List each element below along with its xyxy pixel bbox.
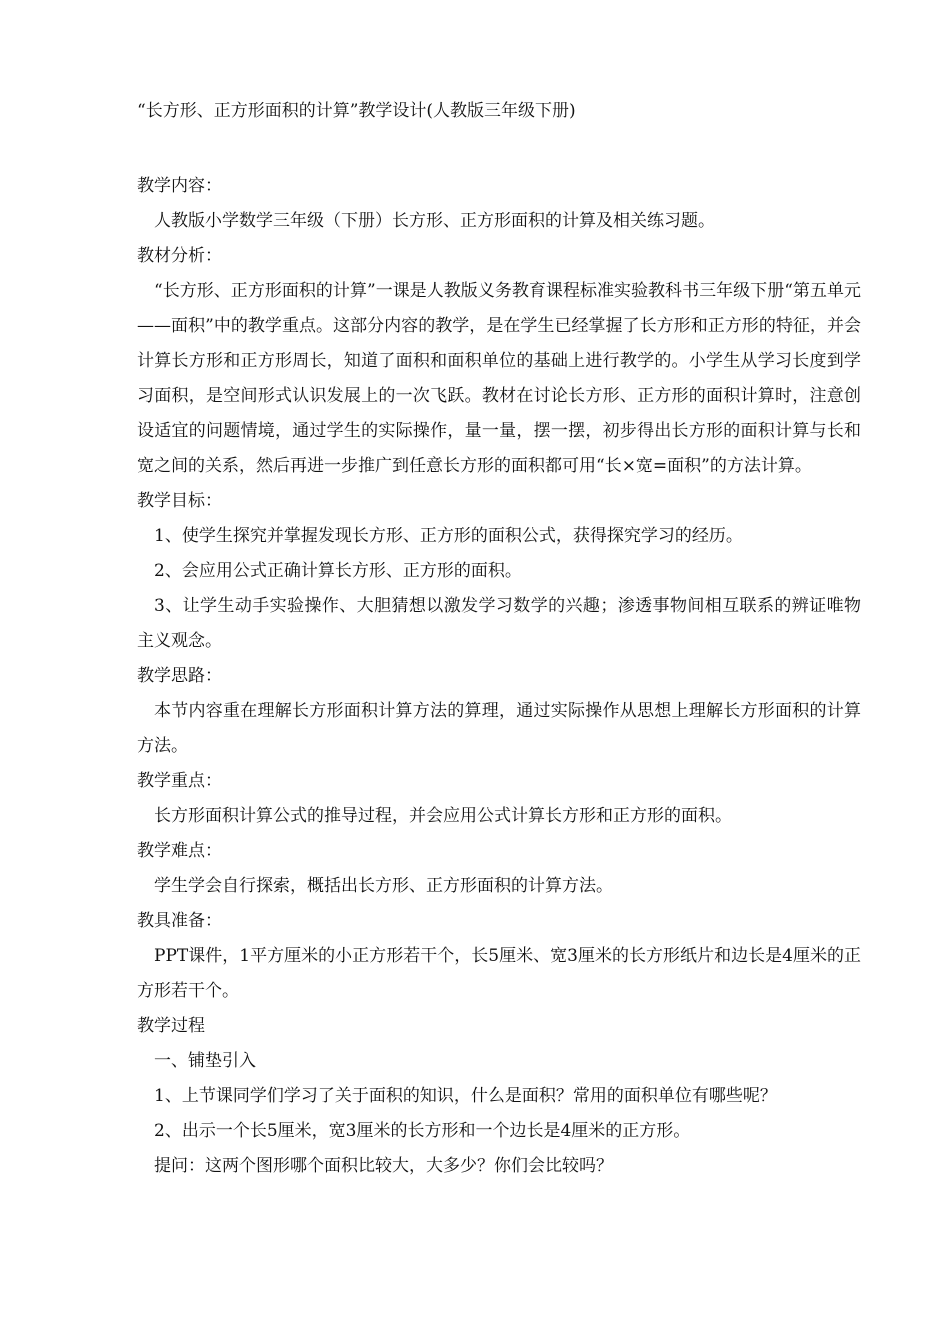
- section-heading-process: 教学过程: [137, 1016, 205, 1036]
- document-page: [137, 96, 861, 1184]
- section-text-analysis: “长方形、正方形面积的计算”一课是人教版义务教育课程标准实验教科书三年级下册“第五单元——面积”中的教学重点。这部分内容的教学，是在学生已经掌握了长方形和正方形的特征，并会计算长方形和正方形周长，知道了面积和面积单位的基础上进行教学的。小学生从学习长度到学习面积，是空间形式认识发展上的一次飞跃。教材在讨论长方形、正方形的面积计算时，注意创设适宜的问题情境，通过学生的实际操作，量一量，摆一摆，初步得出长方形的面积计算与长和宽之间的关系，然后再进一步推广到任意长方形的面积都可用“长×宽=面积”的方法计算。: [137, 281, 861, 476]
- goal-item-1: 1、使学生探究并掌握发现长方形、正方形的面积公式，获得探究学习的经历。: [154, 526, 743, 546]
- section-text-materials: PPT课件，1平方厘米的小正方形若干个，长5厘米、宽3厘米的长方形纸片和边长是4厘米的正方形若干个。: [137, 946, 861, 1001]
- section-text-difficulties: 学生学会自行探索，概括出长方形、正方形面积的计算方法。: [154, 876, 613, 896]
- section-heading-approach: 教学思路：: [137, 666, 222, 686]
- section-heading-materials: 教具准备：: [137, 911, 222, 931]
- section-heading-content: 教学内容：: [137, 176, 222, 196]
- goal-item-2: 2、会应用公式正确计算长方形、正方形的面积。: [154, 561, 522, 581]
- section-heading-difficulties: 教学难点：: [137, 841, 222, 861]
- section-heading-analysis: 教材分析：: [137, 246, 222, 266]
- section-text-key-points: 长方形面积计算公式的推导过程，并会应用公式计算长方形和正方形的面积。: [154, 806, 732, 826]
- process-item-1: 1、上节课同学们学习了关于面积的知识，什么是面积？常用的面积单位有哪些呢？: [154, 1086, 777, 1106]
- section-heading-goals: 教学目标：: [137, 491, 222, 511]
- process-step-title: 一、铺垫引入: [154, 1051, 256, 1071]
- process-question: 提问：这两个图形哪个面积比较大，大多少？你们会比较吗？: [154, 1156, 613, 1176]
- document-title: “长方形、正方形面积的计算”教学设计(人教版三年级下册): [137, 101, 576, 121]
- section-text-content: 人教版小学数学三年级（下册）长方形、正方形面积的计算及相关练习题。: [154, 211, 715, 231]
- goal-item-3: 3、让学生动手实验操作、大胆猜想以激发学习数学的兴趣；渗透事物间相互联系的辨证唯物主义观念。: [137, 596, 861, 651]
- section-heading-key-points: 教学重点：: [137, 771, 222, 791]
- section-text-approach: 本节内容重在理解长方形面积计算方法的算理，通过实际操作从思想上理解长方形面积的计算方法。: [137, 701, 861, 756]
- process-item-2: 2、出示一个长5厘米，宽3厘米的长方形和一个边长是4厘米的正方形。: [154, 1121, 691, 1141]
